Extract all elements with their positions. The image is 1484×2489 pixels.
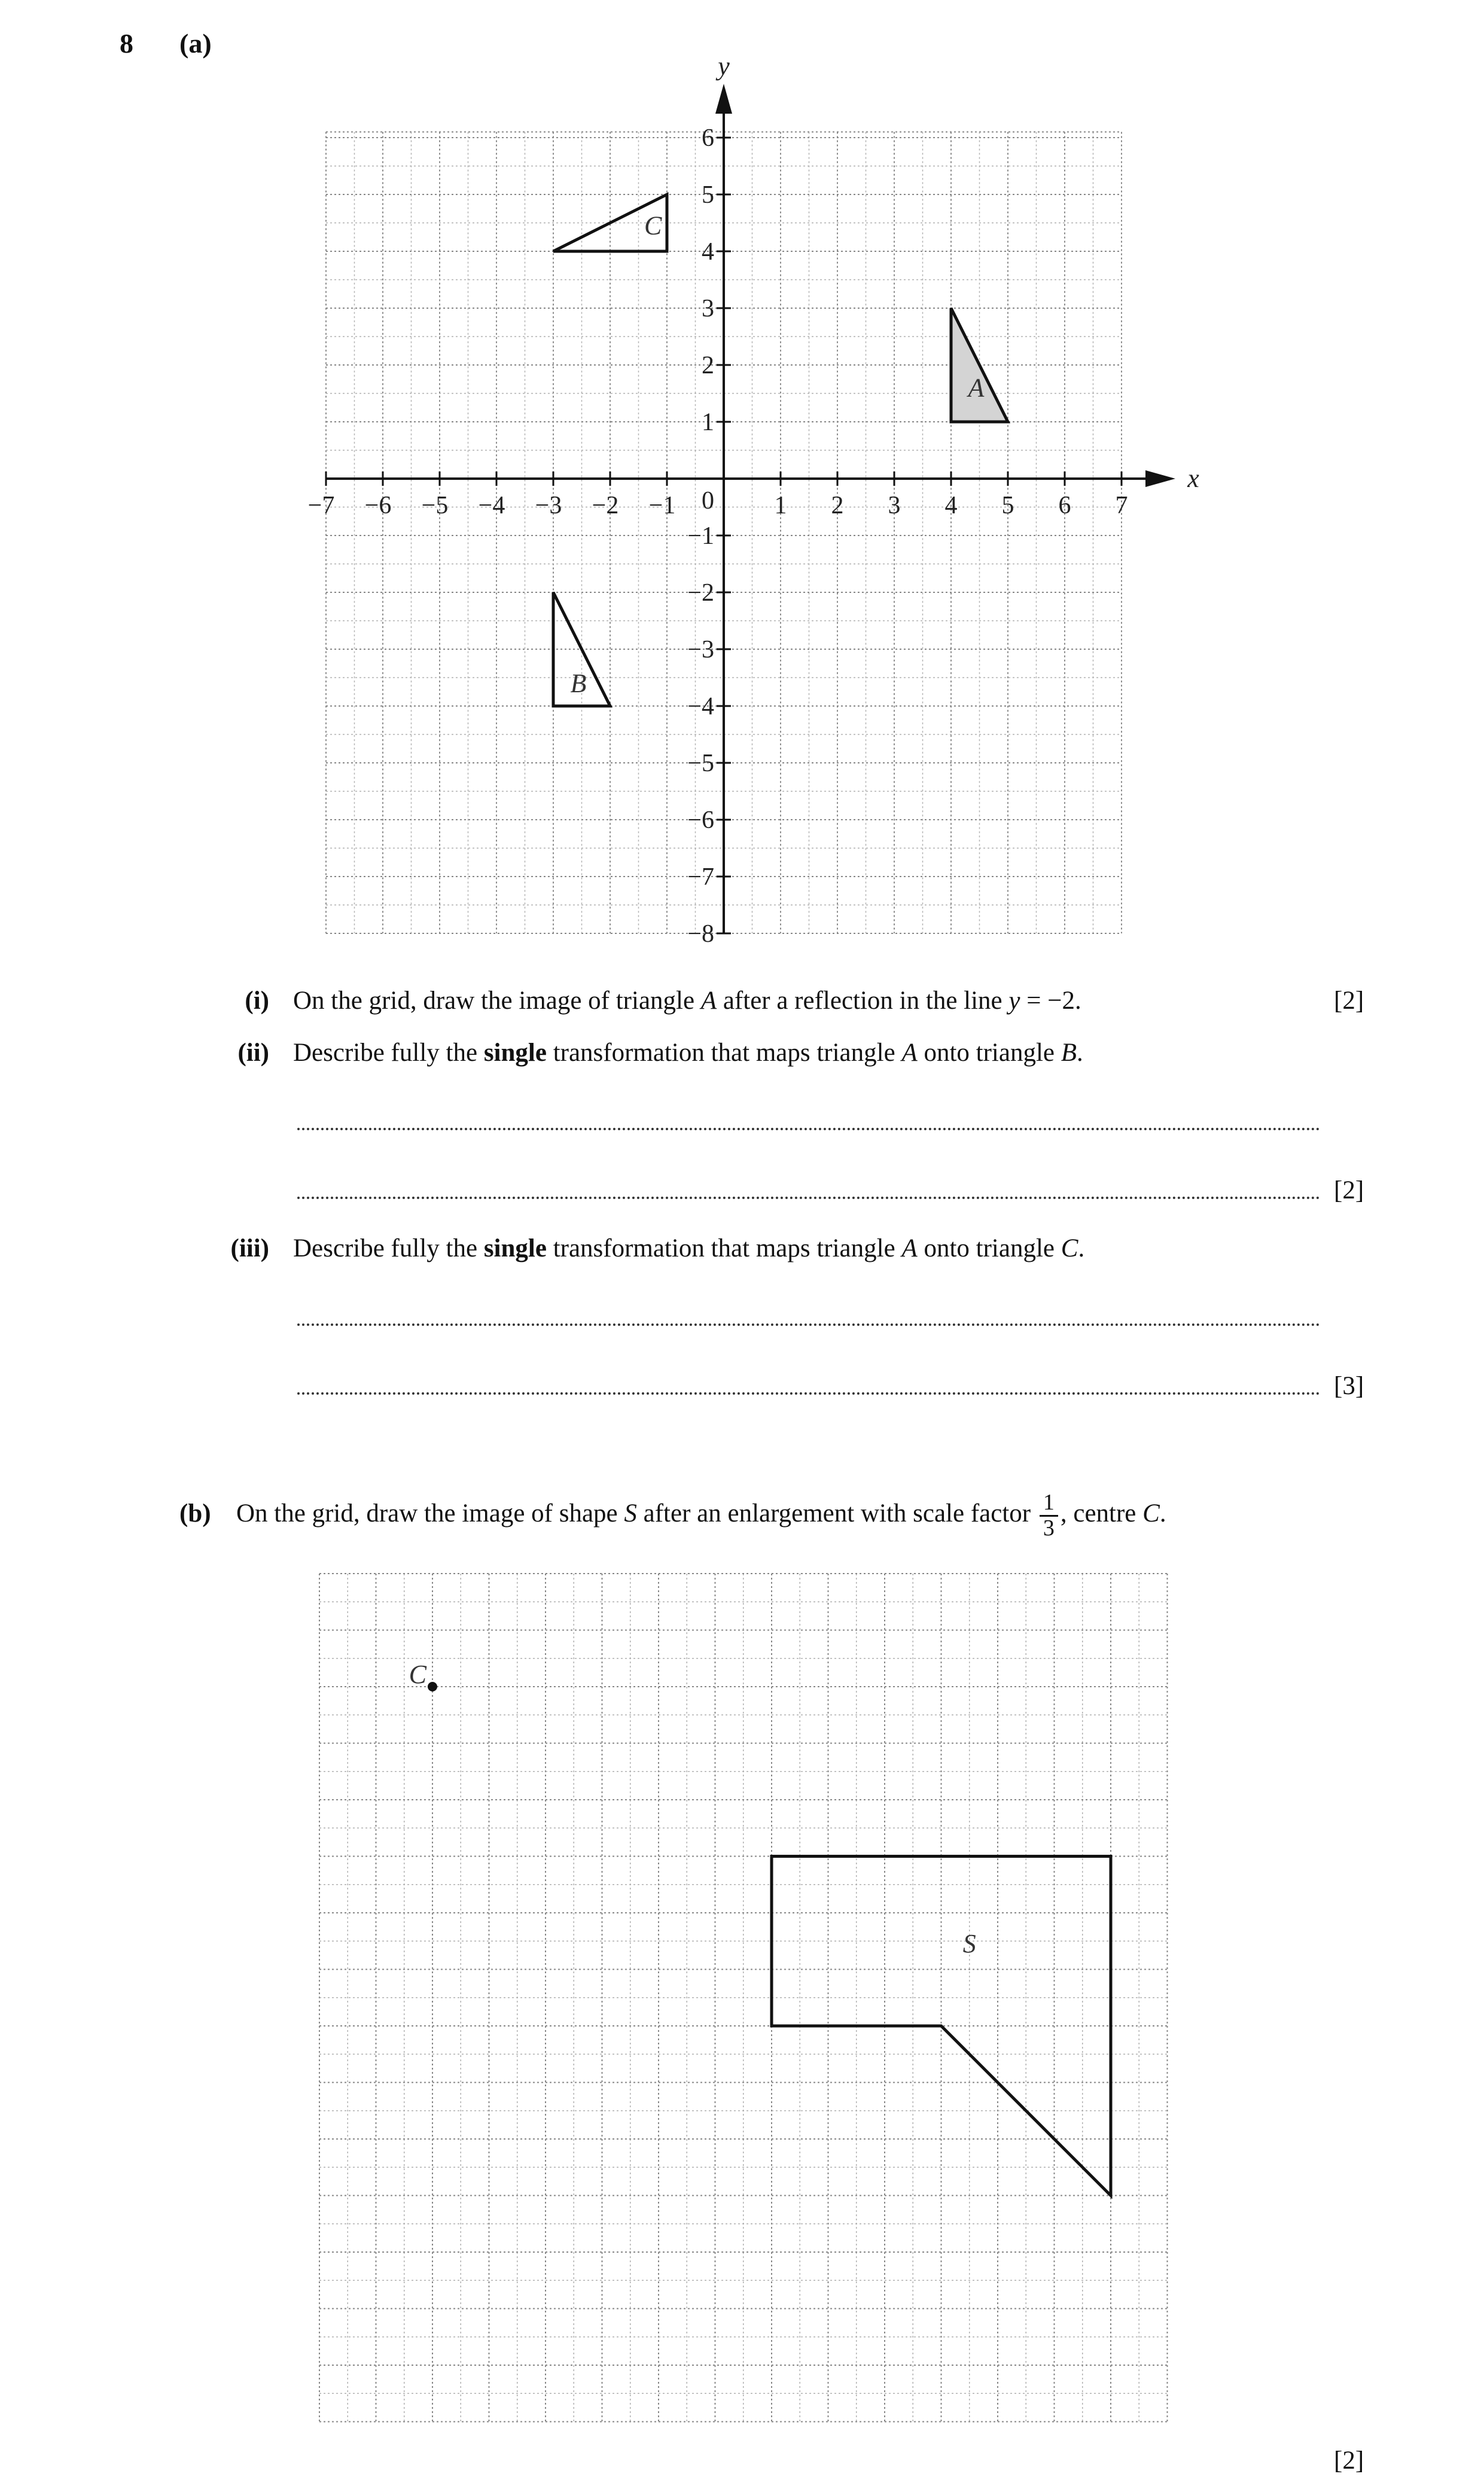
x-tick-label: 2 <box>831 492 844 519</box>
x-tick-label: −5 <box>421 492 449 519</box>
x-tick-label: 5 <box>1001 492 1014 519</box>
italic-text: y <box>1008 987 1020 1015</box>
text: onto triangle <box>917 1234 1061 1262</box>
y-tick-label: 2 <box>702 352 714 379</box>
y-tick-label: −8 <box>687 920 714 948</box>
italic-text: S <box>624 1499 637 1528</box>
scale-factor-fraction <box>1040 1491 1058 1541</box>
answer-line-ii-1[interactable] <box>297 1128 1320 1130</box>
x-tick-label: 1 <box>774 492 787 519</box>
text: . <box>1078 1234 1085 1262</box>
part-b-text <box>236 1490 1166 1541</box>
bold-text: single <box>483 1234 547 1262</box>
triangle-label-b: B <box>570 668 587 698</box>
text: Describe fully the <box>293 1234 484 1262</box>
y-tick-label: 4 <box>702 238 714 266</box>
question-number: 8 <box>120 28 133 59</box>
text: transformation that maps triangle <box>546 1234 902 1262</box>
y-tick-label: −7 <box>687 863 714 891</box>
text: . <box>1159 1499 1166 1528</box>
fraction-denominator: 3 <box>1043 1515 1055 1541</box>
text: after an enlargement with scale factor <box>636 1499 1037 1528</box>
x-tick-label: 7 <box>1115 492 1128 519</box>
italic-text: B <box>1061 1039 1077 1067</box>
centre-c-label: C <box>409 1660 426 1689</box>
coordinate-grid-a[interactable] <box>0 0 1484 969</box>
centre-c-point <box>428 1682 437 1691</box>
x-tick-label: −4 <box>478 492 505 519</box>
x-tick-label: 6 <box>1058 492 1071 519</box>
marks-b: [2] <box>1334 2447 1364 2475</box>
italic-text: C <box>1142 1499 1160 1528</box>
question-i-label: (i) <box>245 987 269 1015</box>
y-tick-label: 3 <box>702 295 714 322</box>
text: Describe fully the <box>293 1039 484 1067</box>
y-tick-label: −5 <box>687 750 714 777</box>
bold-text: single <box>483 1039 547 1067</box>
text: = −2. <box>1020 987 1081 1015</box>
question-iii-text <box>293 1234 1084 1263</box>
question-i-text <box>293 986 1081 1015</box>
question-ii-label: (ii) <box>237 1039 269 1067</box>
text: On the grid, draw the image of triangle <box>293 987 701 1015</box>
y-tick-label: −1 <box>687 522 714 550</box>
question-iii-label: (iii) <box>230 1234 269 1262</box>
text: . <box>1077 1039 1083 1067</box>
y-tick-label: 1 <box>702 409 714 436</box>
x-axis-label: x <box>1187 464 1199 493</box>
triangle-label-a: A <box>968 373 985 403</box>
grid-lines <box>319 1574 1168 2422</box>
x-tick-label: −3 <box>535 492 562 519</box>
enlargement-grid-b[interactable] <box>0 1556 1484 2441</box>
x-tick-label: −1 <box>648 492 676 519</box>
italic-text: A <box>901 1234 918 1262</box>
text: onto triangle <box>917 1039 1061 1067</box>
text: after a reflection in the line <box>717 987 1009 1015</box>
x-tick-label: −6 <box>364 492 392 519</box>
axes <box>326 84 1175 933</box>
marks-iii: [3] <box>1334 1372 1364 1400</box>
origin-label: 0 <box>702 487 714 515</box>
y-tick-label: −3 <box>687 636 714 664</box>
y-tick-label: −4 <box>687 693 714 720</box>
text: , centre <box>1060 1499 1143 1528</box>
y-tick-label: 5 <box>702 181 714 209</box>
question-ii-text <box>293 1038 1083 1067</box>
shapes <box>409 1660 1111 2196</box>
italic-text: A <box>901 1039 918 1067</box>
part-b-label: (b) <box>179 1499 211 1528</box>
x-tick-label: 3 <box>888 492 901 519</box>
y-tick-label: 6 <box>702 124 714 152</box>
y-tick-label: −6 <box>687 807 714 834</box>
part-a-label: (a) <box>179 28 212 59</box>
italic-text: A <box>700 987 717 1015</box>
x-tick-label: 4 <box>944 492 958 519</box>
marks-ii: [2] <box>1334 1176 1364 1204</box>
tick-labels <box>308 51 1200 948</box>
y-axis-label: y <box>718 51 730 81</box>
marks-i: [2] <box>1334 987 1364 1015</box>
answer-line-ii-2[interactable] <box>297 1197 1320 1199</box>
y-tick-label: −2 <box>687 579 714 607</box>
text: transformation that maps triangle <box>546 1039 902 1067</box>
answer-line-iii-2[interactable] <box>297 1392 1320 1395</box>
triangle-label-c: C <box>644 211 662 241</box>
answer-line-iii-1[interactable] <box>297 1323 1320 1326</box>
x-tick-label: −7 <box>307 492 335 519</box>
y-axis-arrow <box>715 84 732 114</box>
x-axis-arrow <box>1145 470 1175 487</box>
italic-text: C <box>1061 1234 1078 1262</box>
fraction-numerator: 1 <box>1040 1491 1058 1517</box>
shape-s-label: S <box>962 1929 976 1959</box>
text: On the grid, draw the image of shape <box>236 1499 624 1528</box>
x-tick-label: −2 <box>592 492 619 519</box>
